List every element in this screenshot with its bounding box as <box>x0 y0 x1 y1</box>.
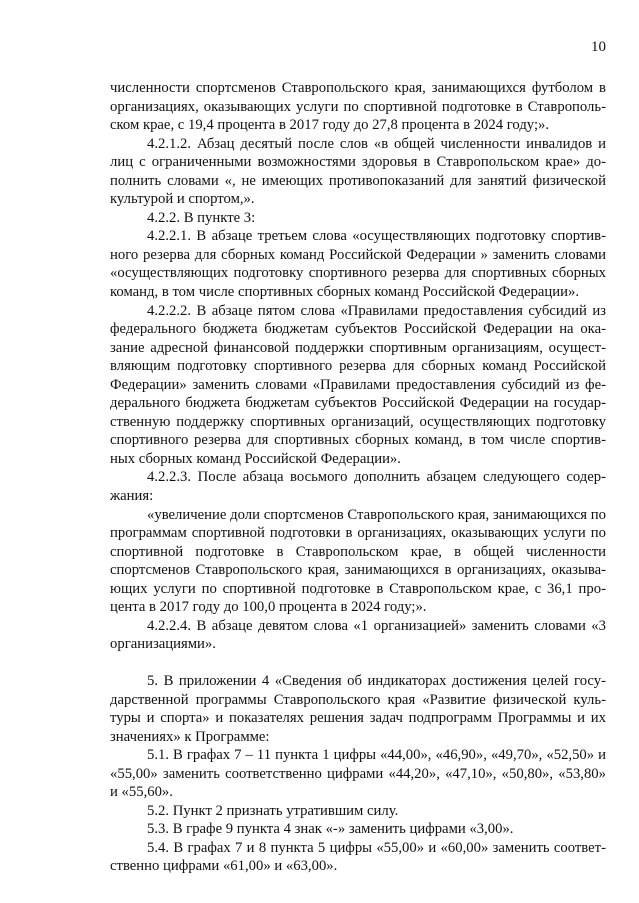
paragraph-4-2-2-4: 4.2.2.4. В абзаце девятом слова «1 организацией» заменить словами «3 организациями». <box>110 617 606 653</box>
paragraph-4-2-2-2: 4.2.2.2. В абзаце пятом слова «Правилами предоставления субсидий из федерального бюджета бюджетам субъектов Российской Федерации на оказание адресной финансовой поддержки спортивным организациям, осуществляющим подготовку спортивного резерва для сборных команд Российской Федерации» заменить словами «Правилами предоставления субсидий из федерального бюджета бюджетам субъектов Российской Федерации на государственную поддержку спортивных организаций, осуществляющих подготовку спортивного резерва для спортивных сборных команд, в том числе спортивных сборных команд Российской Федерации». <box>110 302 606 467</box>
paragraph-4-2-2-1: 4.2.2.1. В абзаце третьем слова «осуществляющих подготовку спортивного резерва для сборных команд Российской Федерации » заменить словами «осуществляющих подготовку спортивного резерва для спортивных сборных команд, в том числе спортивных сборных команд Российской Федерации». <box>110 228 606 301</box>
paragraph-quoted-addition: «увеличение доли спортсменов Ставропольского края, занимающихся по программам спортивной подготовки в организациях, оказывающих услуги по спортивной подготовке в Ставропольском крае, в общей численности спортсменов Ставропольского края, занимающихся в организациях, оказывающих услуги по спортивной подготовке в Ставропольском крае, с 36,1 процента в 2017 году до 100,0 процента в 2024 году;». <box>110 506 606 616</box>
paragraph-5: 5. В приложении 4 «Сведения об индикаторах достижения целей государственной программы Ставропольского края «Развитие физической культуры и спорта» и показателях решения задач подпрограмм Программы и их значениях» к Программе: <box>110 672 606 745</box>
paragraph-4-2-1-2: 4.2.1.2. Абзац десятый после слов «в общей численности инвалидов и лиц с ограниченными возможностями здоровья в Ставропольском крае» дополнить словами «, не имеющих противопоказаний для занятий физической культурой и спортом,». <box>110 135 606 208</box>
page-number: 10 <box>591 39 606 55</box>
paragraph-continuation: численности спортсменов Ставропольского края, занимающихся футболом в организациях, оказывающих услуги по спортивной подготовке в Ставропольском крае, с 19,4 процента в 2017 году до 27,8 процента в 2024 году;». <box>110 80 606 134</box>
paragraph-5-2: 5.2. Пункт 2 признать утратившим силу. <box>147 802 399 819</box>
paragraph-4-2-2-3: 4.2.2.3. После абзаца восьмого дополнить абзацем следующего содержания: <box>110 469 606 505</box>
paragraph-5-1: 5.1. В графах 7 – 11 пункта 1 цифры «44,00», «46,90», «49,70», «52,50» и «55,00» заменить соответственно цифрами «44,20», «47,10», «50,80», «53,80» и «55,60». <box>110 747 606 801</box>
document-body <box>110 79 606 876</box>
paragraph-5-4: 5.4. В графах 7 и 8 пункта 5 цифры «55,00» и «60,00» заменить соответственно цифрами «61,00» и «63,00». <box>110 839 606 875</box>
paragraph-4-2-2: 4.2.2. В пункте 3: <box>147 209 256 226</box>
paragraph-5-3: 5.3. В графе 9 пункта 4 знак «-» заменить цифрами «3,00». <box>147 821 514 838</box>
